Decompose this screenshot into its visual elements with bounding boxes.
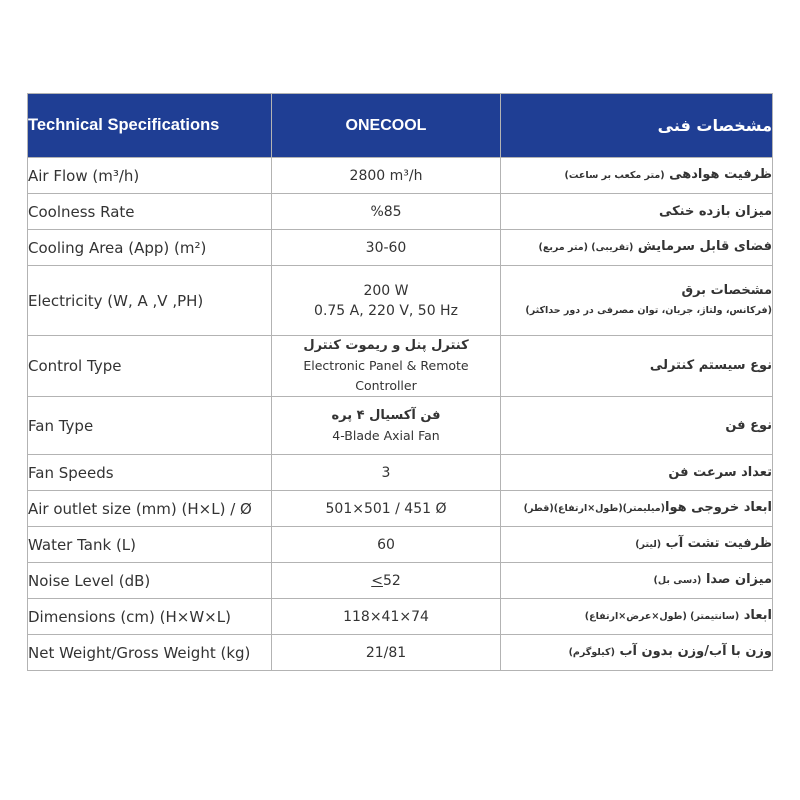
row-value: 30-60 — [272, 230, 501, 266]
value-fa: کنترل پنل و ریموت کنترل — [303, 338, 469, 353]
table-row — [28, 336, 773, 397]
row-label-en: Net Weight/Gross Weight (kg) — [28, 635, 272, 671]
value-fa: فن آکسیال ۴ پره — [331, 407, 441, 423]
table-row — [28, 635, 773, 671]
row-label-en: Air Flow (m³/h) — [28, 158, 272, 194]
row-label-fa — [501, 563, 773, 599]
value-line-2: 0.75 A, 220 V, 50 Hz — [314, 302, 458, 319]
fa-unit-note: (لیتر) — [635, 539, 662, 550]
fa-label: ابعاد خروجی هوا — [665, 500, 772, 515]
table-row — [28, 563, 773, 599]
value-en: 4-Blade Axial Fan — [332, 427, 440, 443]
table-row — [28, 194, 773, 230]
row-label-en: Cooling Area (App) (m²) — [28, 230, 272, 266]
row-value — [272, 336, 501, 397]
fa-unit-note: (تقریبی) (متر مربع) — [538, 242, 634, 253]
row-value: 2800 m³/h — [272, 158, 501, 194]
row-value: %85 — [272, 194, 501, 230]
header-row — [28, 94, 773, 158]
fa-unit-note: (کیلوگرم) — [568, 647, 615, 658]
fa-label: وزن با آب/وزن بدون آب — [619, 644, 772, 659]
fa-unit-note: (سانتیمتر) (طول×عرض×ارتفاع) — [584, 611, 740, 622]
fa-unit-note: (میلیمتر)(طول×ارتفاع)(قطر) — [523, 503, 666, 514]
fa-label: ظرفیت هوادهی — [669, 167, 772, 182]
row-label-en: Fan Type — [28, 397, 272, 455]
fa-label: نوع فن — [725, 417, 772, 433]
table-row — [28, 455, 773, 491]
row-label-fa — [501, 266, 773, 336]
row-label-en: Air outlet size (mm) (H×L) / Ø — [28, 491, 272, 527]
header-technical-specifications: Technical Specifications — [28, 94, 272, 158]
row-value: 118×41×74 — [272, 599, 501, 635]
fa-unit-note: (فرکانس، ولتاژ، جریان، توان مصرفی در دور حداکثر) — [525, 304, 772, 316]
table-row — [28, 527, 773, 563]
row-value: 501×501 / 451 Ø — [272, 491, 501, 527]
fa-label: میزان صدا — [705, 572, 772, 587]
fa-label: میزان بازده خنکی — [658, 203, 772, 219]
value-line-1: 200 W — [363, 282, 409, 299]
row-label-fa — [501, 336, 773, 397]
row-label-fa — [501, 455, 773, 491]
row-label-en: Control Type — [28, 336, 272, 397]
row-label-fa — [501, 194, 773, 230]
row-value: 3 — [272, 455, 501, 491]
table-row — [28, 599, 773, 635]
table-row — [28, 266, 773, 336]
row-value — [272, 266, 501, 336]
value-en: Electronic Panel & Remote Controller — [303, 358, 469, 393]
row-label-fa — [501, 230, 773, 266]
row-label-fa — [501, 491, 773, 527]
row-value: 21/81 — [272, 635, 501, 671]
spec-table — [27, 93, 773, 671]
row-label-fa — [501, 397, 773, 455]
fa-unit-note: (دسی بل) — [653, 575, 702, 586]
table-row — [28, 230, 773, 266]
row-label-en: Fan Speeds — [28, 455, 272, 491]
row-label-en: Noise Level (dB) — [28, 563, 272, 599]
row-label-en: Dimensions (cm) (H×W×L) — [28, 599, 272, 635]
header-model: ONECOOL — [272, 94, 501, 158]
fa-label: نوع سیستم کنترلی — [649, 358, 772, 373]
row-label-fa — [501, 635, 773, 671]
row-value: 60 — [272, 527, 501, 563]
row-label-fa — [501, 158, 773, 194]
row-label-en: Water Tank (L) — [28, 527, 272, 563]
header-specifications-fa: مشخصات فنی — [501, 94, 773, 158]
row-label-en: Coolness Rate — [28, 194, 272, 230]
row-value — [272, 563, 501, 599]
fa-label: تعداد سرعت فن — [668, 464, 772, 480]
fa-label: مشخصات برق — [681, 282, 772, 298]
fa-unit-note: (متر مکعب بر ساعت) — [564, 170, 665, 181]
noise-value: 52 — [382, 572, 401, 589]
table-row — [28, 158, 773, 194]
fa-label: فضای قابل سرمایش — [637, 239, 772, 254]
fa-label: ظرفیت تشت آب — [665, 536, 772, 551]
row-label-fa — [501, 599, 773, 635]
less-equal-sign: < — [371, 572, 383, 589]
table-row — [28, 397, 773, 455]
row-label-fa — [501, 527, 773, 563]
table-row — [28, 491, 773, 527]
row-label-en: Electricity (W, A ,V ,PH) — [28, 266, 272, 336]
row-value — [272, 397, 501, 455]
fa-label: ابعاد — [743, 608, 772, 623]
